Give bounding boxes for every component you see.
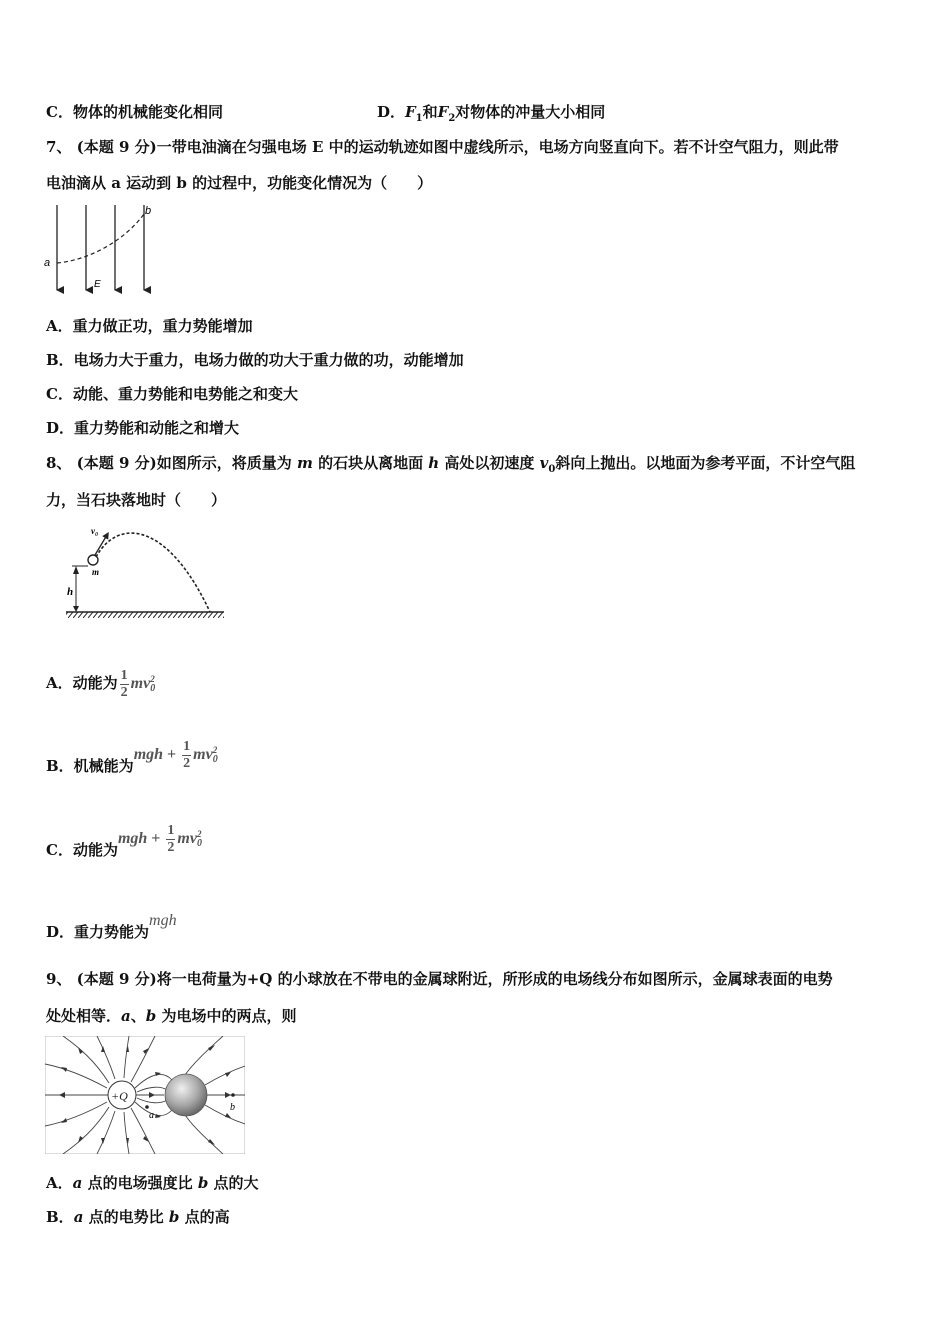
sub-0: 0	[150, 683, 156, 695]
mv: mv	[193, 746, 213, 763]
metal-sphere	[165, 1074, 207, 1116]
q8-stem-p2: 的石块从离地面	[312, 454, 429, 472]
q9-option-b	[46, 1207, 230, 1227]
q6-option-c: C．物体的机械能变化相同	[46, 103, 223, 121]
q6-option-d-suffix: 对物体的冲量大小相同	[455, 103, 606, 121]
sub-0: 0	[196, 838, 202, 850]
q8-stem-m: m	[296, 454, 313, 472]
frac-den: 2	[183, 755, 191, 771]
q8-option-c-formula	[117, 822, 202, 855]
mv: mv	[130, 675, 151, 692]
frac-den: 2	[167, 839, 175, 855]
sup-2: 2	[150, 674, 155, 685]
mgh: mgh	[117, 830, 148, 847]
q9-stem-p1: 处处相等．	[46, 1007, 122, 1025]
q7-stem-line2: 电油滴从 a 运动到 b 的过程中，功能变化情况为（ ）	[46, 174, 433, 192]
q9-stem-a: a	[121, 1007, 131, 1025]
q8-figure-projectile	[58, 522, 233, 626]
q8-stem-v: v	[539, 454, 549, 472]
trajectory-dashed	[96, 533, 210, 612]
q9-option-a	[46, 1173, 259, 1193]
frac-num: 1	[167, 822, 175, 838]
q6-f1: F	[405, 103, 416, 121]
q9-stem-line2	[46, 1006, 297, 1026]
q7-option-d: D．重力势能和动能之和增大	[46, 419, 240, 437]
fig-label-b: b	[145, 205, 152, 217]
q8-stem-p4: 斜向上抛出。以地面为参考平面，不计空气阻	[555, 454, 856, 472]
sup-2: 2	[212, 745, 218, 756]
q9-option-a-p3: 点的大	[208, 1174, 259, 1192]
q9-option-a-a: a	[72, 1174, 83, 1192]
q8-option-b-label: B．机械能为	[46, 757, 134, 775]
q6-and: 和	[422, 103, 438, 121]
fig-label-b: b	[230, 1102, 235, 1113]
q8-option-b-formula	[133, 738, 218, 771]
q8-stem-p3: 高处以初速度	[439, 454, 540, 472]
frac-num: 1	[120, 667, 128, 683]
fig-label-q: +Q	[111, 1089, 128, 1103]
q8-stem-h: h	[428, 454, 440, 472]
q9-option-a-b: b	[197, 1174, 209, 1192]
q6-f2: F	[437, 103, 449, 121]
plus: +	[151, 830, 161, 847]
q7-option-a: A．重力做正功，重力势能增加	[46, 317, 253, 335]
q8-option-b	[46, 740, 218, 792]
fraction-half	[182, 739, 191, 772]
q8-option-d	[46, 912, 177, 943]
trajectory-dashed	[57, 214, 144, 263]
q8-option-a-label: A．动能为	[46, 674, 118, 692]
sub-0: 0	[212, 754, 218, 766]
q9-stem-p2: 为电场中的两点，则	[156, 1007, 297, 1025]
q8-option-d-label: D．重力势能为	[46, 923, 150, 941]
q7-option-b: B．电场力大于重力，电场力做的功大于重力做的功，动能增加	[46, 351, 464, 369]
q9-option-b-p2: 点的电势比	[83, 1208, 169, 1226]
fraction-half	[120, 668, 129, 701]
q8-stem-line1	[46, 453, 855, 480]
frac-num: 1	[183, 738, 191, 754]
plus: +	[167, 746, 177, 763]
q8-option-c	[46, 824, 202, 876]
fig-label-h: h	[67, 586, 74, 598]
mgh: mgh	[149, 912, 177, 929]
q6-f2-sub: 2	[448, 113, 456, 124]
q6-option-d	[377, 102, 605, 129]
q9-option-b-a: a	[73, 1208, 84, 1226]
ground-hatch	[66, 612, 224, 618]
q9-figure-field-lines	[45, 1036, 245, 1154]
q7-option-c: C．动能、重力势能和电势能之和变大	[46, 385, 298, 403]
q8-option-c-label: C．动能为	[46, 841, 118, 859]
q8-stem-line2: 力，当石块落地时（ ）	[46, 491, 227, 509]
q8-option-a-formula	[118, 667, 156, 700]
q8-stem-p1: 8、 (本题 9 分)如图所示，将质量为	[46, 454, 297, 472]
q6-f1-sub: 1	[415, 113, 423, 124]
fig-label-v0: v₀	[91, 526, 99, 536]
q7-stem-line1: 7、 (本题 9 分)一带电油滴在匀强电场 E 中的运动轨迹如图中虚线所示，电场方向竖直向下。若不计空气阻力，则此带	[46, 138, 839, 156]
q9-option-b-b: b	[168, 1208, 180, 1226]
fig-label-e: E	[94, 279, 101, 290]
fig-label-a: a	[44, 257, 51, 269]
fraction-half	[166, 823, 175, 856]
q9-stem-sep: 、	[130, 1007, 146, 1025]
q8-option-a	[46, 657, 155, 709]
q9-option-a-p1: A．	[46, 1174, 73, 1192]
q9-option-a-p2: 点的电场强度比	[82, 1174, 198, 1192]
fig-label-m: m	[92, 567, 100, 577]
q8-stem-v-sub: 0	[548, 464, 556, 475]
point-a	[145, 1105, 149, 1109]
q9-option-b-p1: B．	[46, 1208, 74, 1226]
fig-label-a: a	[149, 1110, 154, 1121]
q9-option-b-p3: 点的高	[179, 1208, 230, 1226]
frac-den: 2	[120, 684, 128, 700]
point-b	[231, 1093, 235, 1097]
mgh: mgh	[133, 746, 164, 763]
sup-2: 2	[196, 829, 202, 840]
q7-figure-electric-field	[40, 200, 170, 300]
q9-stem-line1: 9、 (本题 9 分)将一电荷量为+Q 的小球放在不带电的金属球附近，所形成的电场线分布如图所示，金属球表面的电势	[46, 970, 833, 988]
q9-stem-b: b	[145, 1007, 157, 1025]
mv: mv	[177, 830, 197, 847]
q6-option-d-prefix: D．	[377, 103, 406, 121]
